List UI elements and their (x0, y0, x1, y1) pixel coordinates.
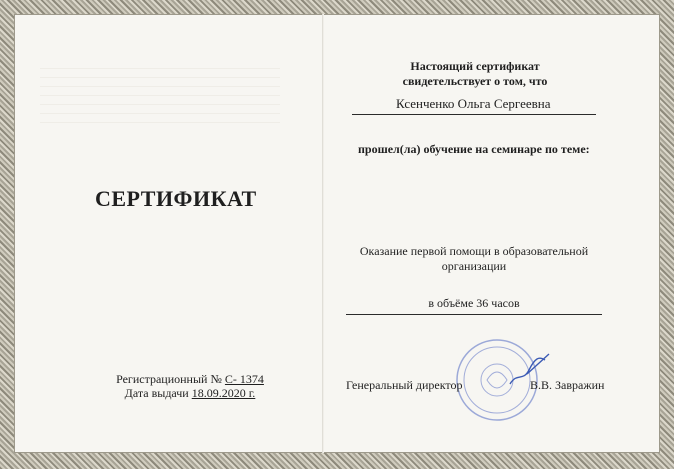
registration-line (110, 372, 270, 386)
course-volume: в объёме 36 часов (346, 296, 602, 315)
certificate-title: СЕРТИФИКАТ (95, 186, 257, 211)
header-line-2: свидетельствует о том, что (402, 74, 548, 88)
header-line-1: Настоящий сертификат (410, 59, 540, 73)
director-name: В.В. Завражин (530, 378, 605, 392)
completed-statement: прошел(ла) обучение на семинаре по теме: (358, 142, 590, 156)
certificate-header (340, 59, 610, 89)
topic-line-1: Оказание первой помощи в образовательной (359, 244, 589, 258)
recipient-name: Ксенченко Ольга Сергеевна (352, 96, 596, 115)
seminar-topic (352, 244, 596, 274)
issue-date-line (110, 386, 270, 400)
issue-date-value: 18.09.2020 г. (191, 386, 256, 400)
director-line (346, 378, 606, 393)
registration-label: Регистрационный № (116, 372, 222, 386)
director-title: Генеральный директор (346, 378, 463, 392)
show-through-text (40, 60, 280, 130)
topic-line-2: организации (441, 259, 507, 273)
issue-date-label: Дата выдачи (124, 386, 189, 400)
page-fold (322, 14, 324, 453)
registration-number: С- 1374 (224, 372, 264, 386)
registration-block (110, 372, 270, 400)
